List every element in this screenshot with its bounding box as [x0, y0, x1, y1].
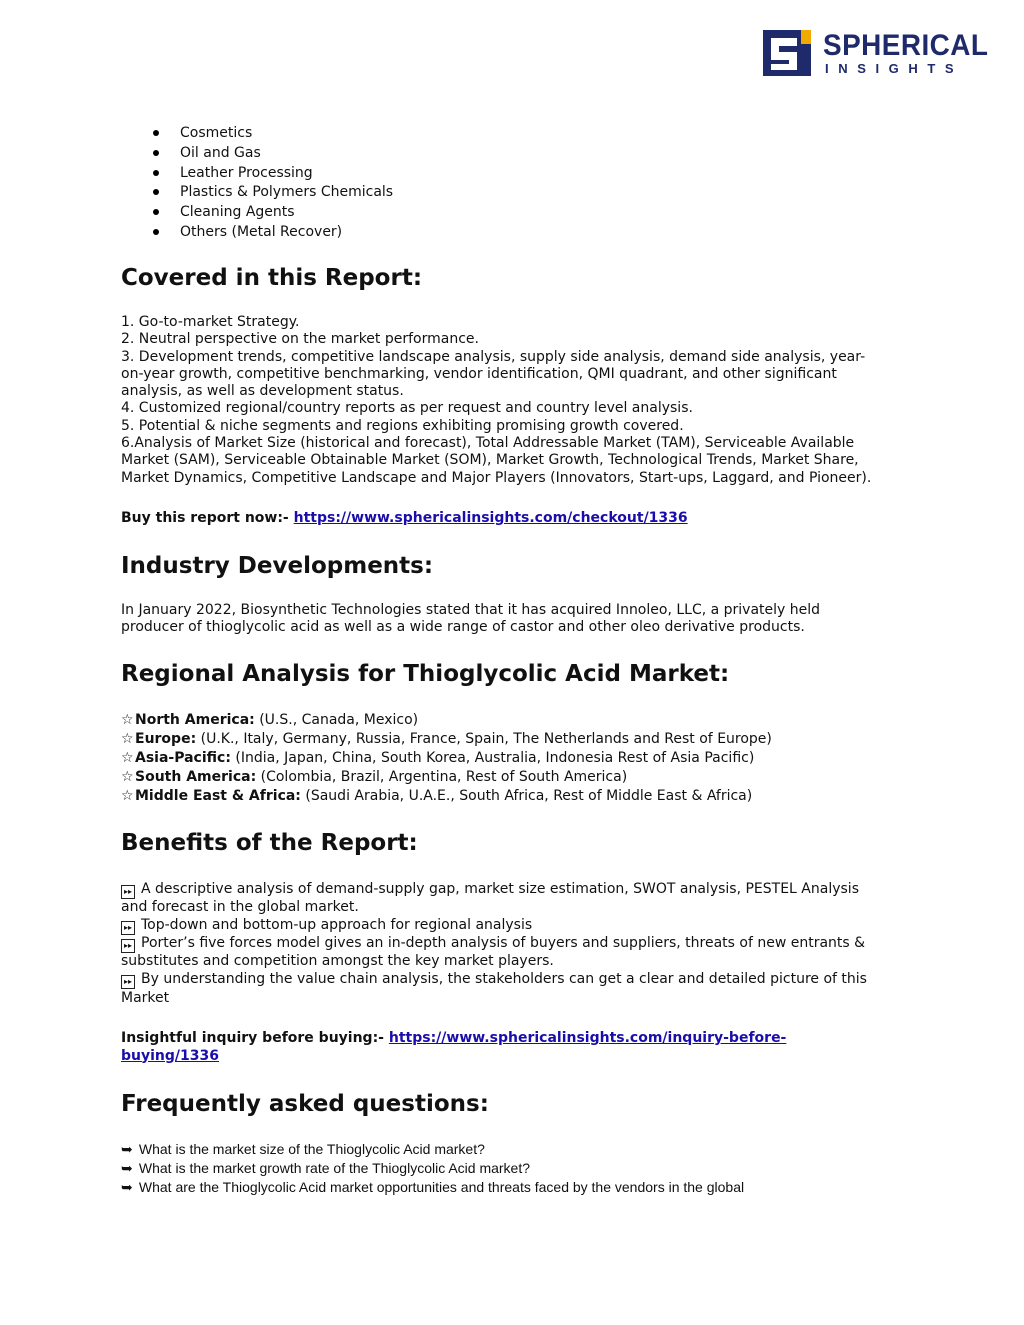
bullet-icon: [153, 150, 159, 156]
list-item: ▸▸ Top-down and bottom-up approach for regional analysis: [121, 916, 867, 934]
list-item: ☆Europe: (U.K., Italy, Germany, Russia, France, Spain, The Netherlands and Rest of Europe): [121, 731, 772, 747]
list-item: ▸▸ A descriptive analysis of demand-supply gap, market size estimation, SWOT analysis, PESTEL Analysis: [121, 880, 867, 898]
list-item-continued: substitutes and competition amongst the key market players.: [121, 953, 554, 970]
faq-list: [121, 1140, 744, 1197]
list-item: ➥ What is the market size of the Thioglycolic Acid market?: [121, 1141, 485, 1157]
bullet-icon: [153, 229, 159, 235]
arrow-box-icon: ▸▸: [121, 975, 135, 989]
text-line: on-year growth, competitive benchmarking, vendor identification, QMI quadrant, and other significant: [121, 365, 837, 382]
bullet-icon: [153, 170, 159, 176]
inquiry-link-continued[interactable]: buying/1336: [121, 1047, 219, 1064]
right-arrow-icon: ➥: [121, 1141, 133, 1157]
benefits-heading: Benefits of the Report:: [121, 830, 418, 856]
list-item: ➥ What is the market growth rate of the Thioglycolic Acid market?: [121, 1160, 531, 1176]
text-line: Market Dynamics, Competitive Landscape and Major Players (Innovators, Start-ups, Laggard, and Pioneer).: [121, 469, 872, 486]
industry-heading: Industry Developments:: [121, 553, 434, 579]
benefits-list: [121, 880, 867, 1007]
faq-heading: Frequently asked questions:: [121, 1091, 489, 1117]
applications-list: [150, 123, 393, 242]
list-item: ☆North America: (U.S., Canada, Mexico): [121, 712, 419, 728]
arrow-box-icon: ▸▸: [121, 939, 135, 953]
logo-wordmark-bottom: INSIGHTS: [825, 61, 964, 76]
covered-heading: Covered in this Report:: [121, 265, 423, 291]
logo-wordmark-top: SPHERICAL: [823, 29, 989, 62]
inquiry-line: [121, 1030, 786, 1065]
buy-label: Buy this report now:-: [121, 510, 289, 526]
list-item: Leather Processing: [150, 163, 393, 183]
star-icon: ☆: [121, 788, 134, 804]
star-icon: ☆: [121, 731, 134, 747]
text-line: 1. Go-to-market Strategy.: [121, 314, 300, 330]
checkout-link[interactable]: https://www.sphericalinsights.com/checkout/1336: [293, 510, 688, 526]
star-icon: ☆: [121, 712, 134, 728]
star-icon: ☆: [121, 769, 134, 785]
list-item: ➥ What are the Thioglycolic Acid market opportunities and threats faced by the vendors in the global: [121, 1179, 745, 1195]
list-item: Oil and Gas: [150, 143, 393, 163]
text-line: Market (SAM), Serviceable Obtainable Market (SOM), Market Growth, Technological Trends, Market Share,: [121, 452, 859, 469]
buy-report-line: [121, 510, 688, 528]
list-item: ☆Middle East & Africa: (Saudi Arabia, U.A.E., South Africa, Rest of Middle East & Africa): [121, 788, 753, 804]
list-item: Cosmetics: [150, 123, 393, 143]
regional-heading: Regional Analysis for Thioglycolic Acid Market:: [121, 661, 730, 687]
arrow-box-icon: ▸▸: [121, 885, 135, 899]
arrow-box-icon: ▸▸: [121, 921, 135, 935]
list-item: ▸▸ Porter’s five forces model gives an in-depth analysis of buyers and suppliers, threats of new entrants &: [121, 934, 867, 952]
bullet-icon: [153, 130, 159, 136]
text-line: producer of thioglycolic acid as well as a wide range of castor and other oleo derivative products.: [121, 619, 805, 636]
list-item-continued: and forecast in the global market.: [121, 899, 359, 916]
right-arrow-icon: ➥: [121, 1179, 133, 1195]
inquiry-link[interactable]: https://www.sphericalinsights.com/inquiry-before-: [388, 1030, 787, 1046]
text-line: 3. Development trends, competitive landscape analysis, supply side analysis, demand side analysis, year-: [121, 348, 866, 365]
text-line: In January 2022, Biosynthetic Technologies stated that it has acquired Innoleo, LLC, a privately held: [121, 602, 821, 618]
spherical-insights-logo: [763, 29, 989, 78]
covered-body: [121, 314, 911, 487]
star-icon: ☆: [121, 750, 134, 766]
bullet-icon: [153, 209, 159, 215]
list-item: ▸▸ By understanding the value chain analysis, the stakeholders can get a clear and detailed picture of this: [121, 970, 867, 988]
regional-list: [121, 711, 772, 806]
list-item: Others (Metal Recover): [150, 222, 393, 242]
text-line: 2. Neutral perspective on the market performance.: [121, 331, 479, 348]
list-item: ☆South America: (Colombia, Brazil, Argentina, Rest of South America): [121, 769, 628, 785]
list-item: Plastics & Polymers Chemicals: [150, 182, 393, 202]
inquiry-label: Insightful inquiry before buying:-: [121, 1030, 384, 1046]
right-arrow-icon: ➥: [121, 1160, 133, 1176]
text-line: 6.Analysis of Market Size (historical and forecast), Total Addressable Market (TAM), Serviceable Available: [121, 435, 855, 452]
text-line: analysis, as well as development status.: [121, 383, 404, 400]
list-item: Cleaning Agents: [150, 202, 393, 222]
list-item-continued: Market: [121, 989, 170, 1006]
text-line: 5. Potential & niche segments and regions exhibiting promising growth covered.: [121, 417, 684, 434]
industry-body: [121, 602, 911, 637]
list-item: ☆Asia-Pacific: (India, Japan, China, South Korea, Australia, Indonesia Rest of Asia Pacific): [121, 750, 755, 766]
bullet-icon: [153, 189, 159, 195]
text-line: 4. Customized regional/country reports as per request and country level analysis.: [121, 400, 693, 417]
logo-mark-icon: [763, 30, 811, 76]
